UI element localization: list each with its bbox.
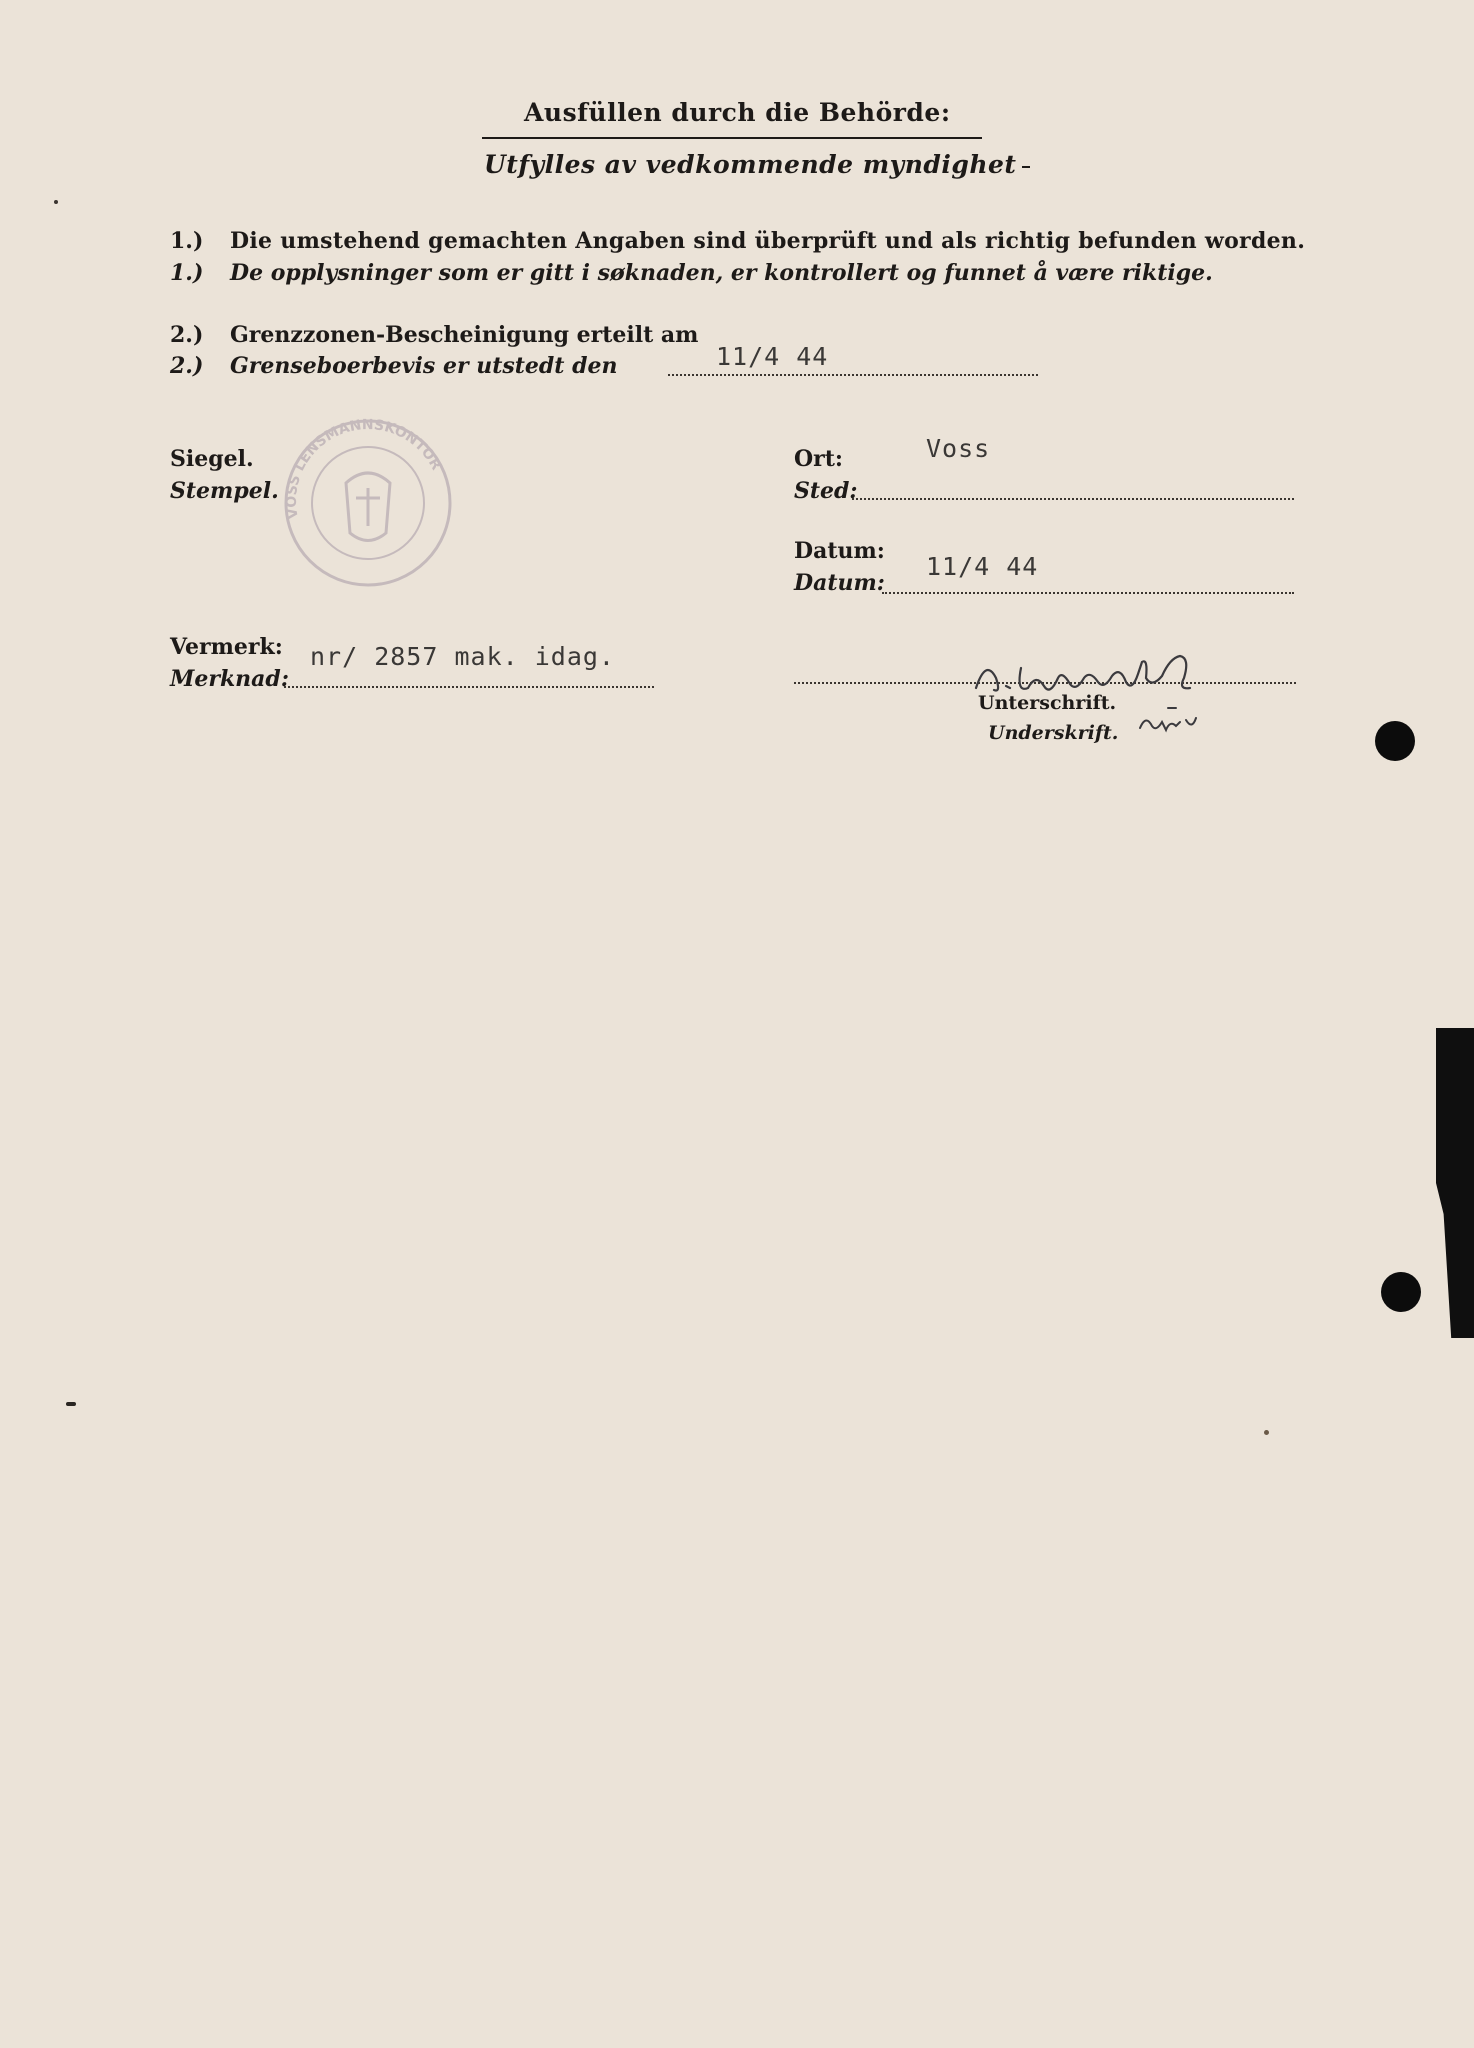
item2-number-de: 2.) xyxy=(170,322,204,348)
speck xyxy=(1264,1430,1269,1435)
item2-text-de: Grenzzonen-Bescheinigung erteilt am xyxy=(230,322,699,348)
header-dash xyxy=(1022,166,1030,168)
scan-edge-shadow xyxy=(1436,1028,1474,1338)
seal-label-de: Siegel. xyxy=(170,446,254,472)
remark-value: nr/ 2857 mak. idag. xyxy=(310,642,615,671)
signature-label-no: Underskrift. xyxy=(988,722,1119,744)
item2-date-value: 11/4 44 xyxy=(716,342,829,371)
date-value: 11/4 44 xyxy=(926,552,1039,581)
item1-number-de: 1.) xyxy=(170,228,204,254)
header-title-de: Ausfüllen durch die Behörde: xyxy=(524,98,951,127)
speck xyxy=(66,1402,76,1406)
place-value: Voss xyxy=(926,434,991,463)
signature-suffix xyxy=(1136,700,1206,744)
seal-label-no: Stempel. xyxy=(170,478,279,504)
signature-label-de: Unterschrift. xyxy=(978,692,1117,714)
place-label-no: Sted: xyxy=(794,478,858,504)
item1-text-de: Die umstehend gemachten Angaben sind überprüft und als richtig befunden worden. xyxy=(230,228,1306,254)
place-dotted-line xyxy=(852,498,1294,500)
item2-number-no: 2.) xyxy=(170,353,204,379)
item2-text-no: Grenseboerbevis er utstedt den xyxy=(230,353,618,379)
header-rule xyxy=(482,137,982,139)
date-dotted-line xyxy=(882,592,1294,594)
date-label-de: Datum: xyxy=(794,538,885,564)
stamp-text: VOSS LENSMANNSKONTOR xyxy=(283,417,445,521)
place-label-de: Ort: xyxy=(794,446,844,472)
header-title-no: Utfylles av vedkommende myndighet xyxy=(484,150,1017,179)
remark-label-no: Merknad: xyxy=(170,666,289,692)
date-label-no: Datum: xyxy=(794,570,885,596)
remark-label-de: Vermerk: xyxy=(170,634,283,660)
svg-text:VOSS LENSMANNSKONTOR xyxy=(284,417,444,520)
item1-number-no: 1.) xyxy=(170,260,204,286)
speck xyxy=(54,200,58,204)
binder-hole-top xyxy=(1375,721,1415,761)
remark-dotted-line xyxy=(284,686,654,688)
binder-hole-bottom xyxy=(1381,1272,1421,1312)
item1-text-no: De opplysninger som er gitt i søknaden, er kontrollert og funnet å være riktige. xyxy=(230,260,1213,286)
official-stamp xyxy=(268,408,468,592)
item2-dotted-line xyxy=(668,374,1038,376)
